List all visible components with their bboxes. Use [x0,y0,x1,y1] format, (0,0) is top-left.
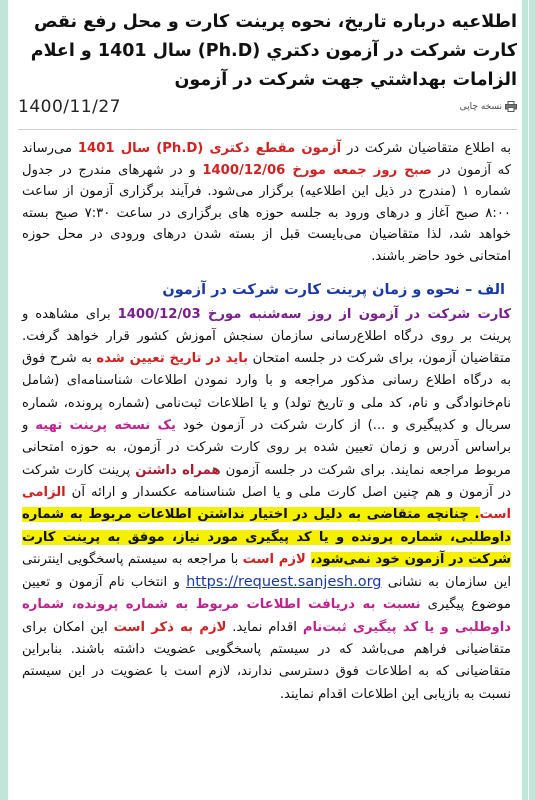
body-text-2: به شرح فوق به درگاه اطلاع رسانی مذکور مراجعه و با وارد نمودن اطلاعات شناسنامه‌ای (شامل نام‌خانوادگی و نام، کد ملی و تاریخ تولد) و یا اطلاعات ثبت‌نامی (شماره پرونده، شماره سریال و کدپیگیری و ...) از کارت شرکت در آزمون خود [22,351,512,434]
intro-text-3: و در شهرهای مندرج در جدول شماره ۱ (مندرج در ذیل این اطلاعیه) برگزار می‌شود. فرآیند برگزاری آزمون از ساعت ۸:۰۰ صبح آغاز و درهای ورود به جلسه حوزه های برگزاری در ساعت ۷:۳۰ صبح بسته خواهد شد، لذا متقاضیان می‌بایست قبل از بسته شدن درهای ورودی در محل حوزه امتحانی خود حاضر باشند. [22,162,511,264]
divider [18,129,517,130]
retrieval-info: نسبت به دریافت اطلاعات مربوط به شماره پرونده، شماره داوطلبی و یا کد پیگیری ثبت‌نام [22,597,511,635]
body-text-3: و براساس آدرس و زمان تعیین شده بر روی کارت شرکت در آزمون، به حوزه امتحانی مربوط مراجعه نمایند. برای شرکت در جلسه آزمون [22,418,511,478]
print-one-copy: یک نسخه پرینت تهیه [35,418,176,434]
exam-date: صبح روز جمعه مورخ 1400/12/06 [202,162,432,178]
body-text-8: این امکان برای متقاضیانی فراهم می‌باشد که در سیستم پاسخگویی عضویت داشته باشند. بنابراین متقاضیانی که به اطلاعات فوق دسترسی ندارند، لازم است با عضویت در این سیستم نسبت به بازیابی این اطلاعات اقدام نمایند. [22,619,511,702]
note-label: لازم به ذکر است [113,619,227,635]
intro-paragraph [22,138,511,268]
must-on-date: باید در تاریخ تعیین شده [96,351,249,367]
section-a-heading: الف – نحوه و زمان پرینت کارت شرکت در آزمون [162,281,505,298]
intro-text-2: می‌رساند که آزمون در [22,141,511,178]
body-text-5: با مراجعه به سیستم پاسخگویی اینترنتی این سازمان به نشانی [22,551,511,591]
required-notice: لازم است [242,551,311,567]
body-text-7: اقدام نماید. [226,619,303,635]
body-text-4: پرینت کارت شرکت در آزمون و هم چنین اصل کارت ملی و یا اصل شناسنامه عکسدار و ارائه آن [22,462,511,500]
request-system-link[interactable]: https://request.sanjesh.org [186,574,382,591]
announcement-page [8,0,529,800]
page-title: اطلاعیه درباره تاریخ، نحوه پرینت کارت و محل رفع نقص کارت شرکت در آزمون دکتري (Ph.D) سال 1401 و اعلام الزامات بهداشتي جهت شرکت در آزمون [30,12,517,90]
card-availability: کارت شرکت در آزمون از روز سه‌شنبه مورخ 1400/12/03 [117,306,511,322]
printer-icon [505,101,517,112]
highlighted-notice: . چنانچه متقاضی به دلیل در اختیار نداشتن اطلاعات مربوط به شماره داوطلبی، شماره پرونده و یا کد پیگیری مورد نیاز، موفق به پرینت کارت شرکت در آزمون خود نمی‌شود، [22,507,511,567]
section-a-body [22,304,511,706]
scroll-edge [522,0,528,800]
mandatory-notice: الزامی است [22,484,511,523]
exam-name: آزمون مقطع دکتری (Ph.D) سال 1401 [77,141,342,156]
carry-requirement: همراه داشتن [135,462,221,478]
intro-text-1: به اطلاع متقاضیان شرکت در [341,141,511,156]
body-text-1: برای مشاهده و پرینت بر روی درگاه اطلاع‌رسانی سازمان سنجش آموزش کشور قرار خواهد گرفت. متقاضیان آزمون، برای شرکت در جلسه امتحان [22,306,511,367]
meta-row [18,97,517,127]
print-link[interactable] [460,101,517,112]
body-text-6: و انتخاب نام آزمون و تعیین موضوع پیگیری [22,575,511,613]
publish-date: 1400/11/27 [18,97,121,117]
print-label: نسخه چاپی [459,101,502,112]
